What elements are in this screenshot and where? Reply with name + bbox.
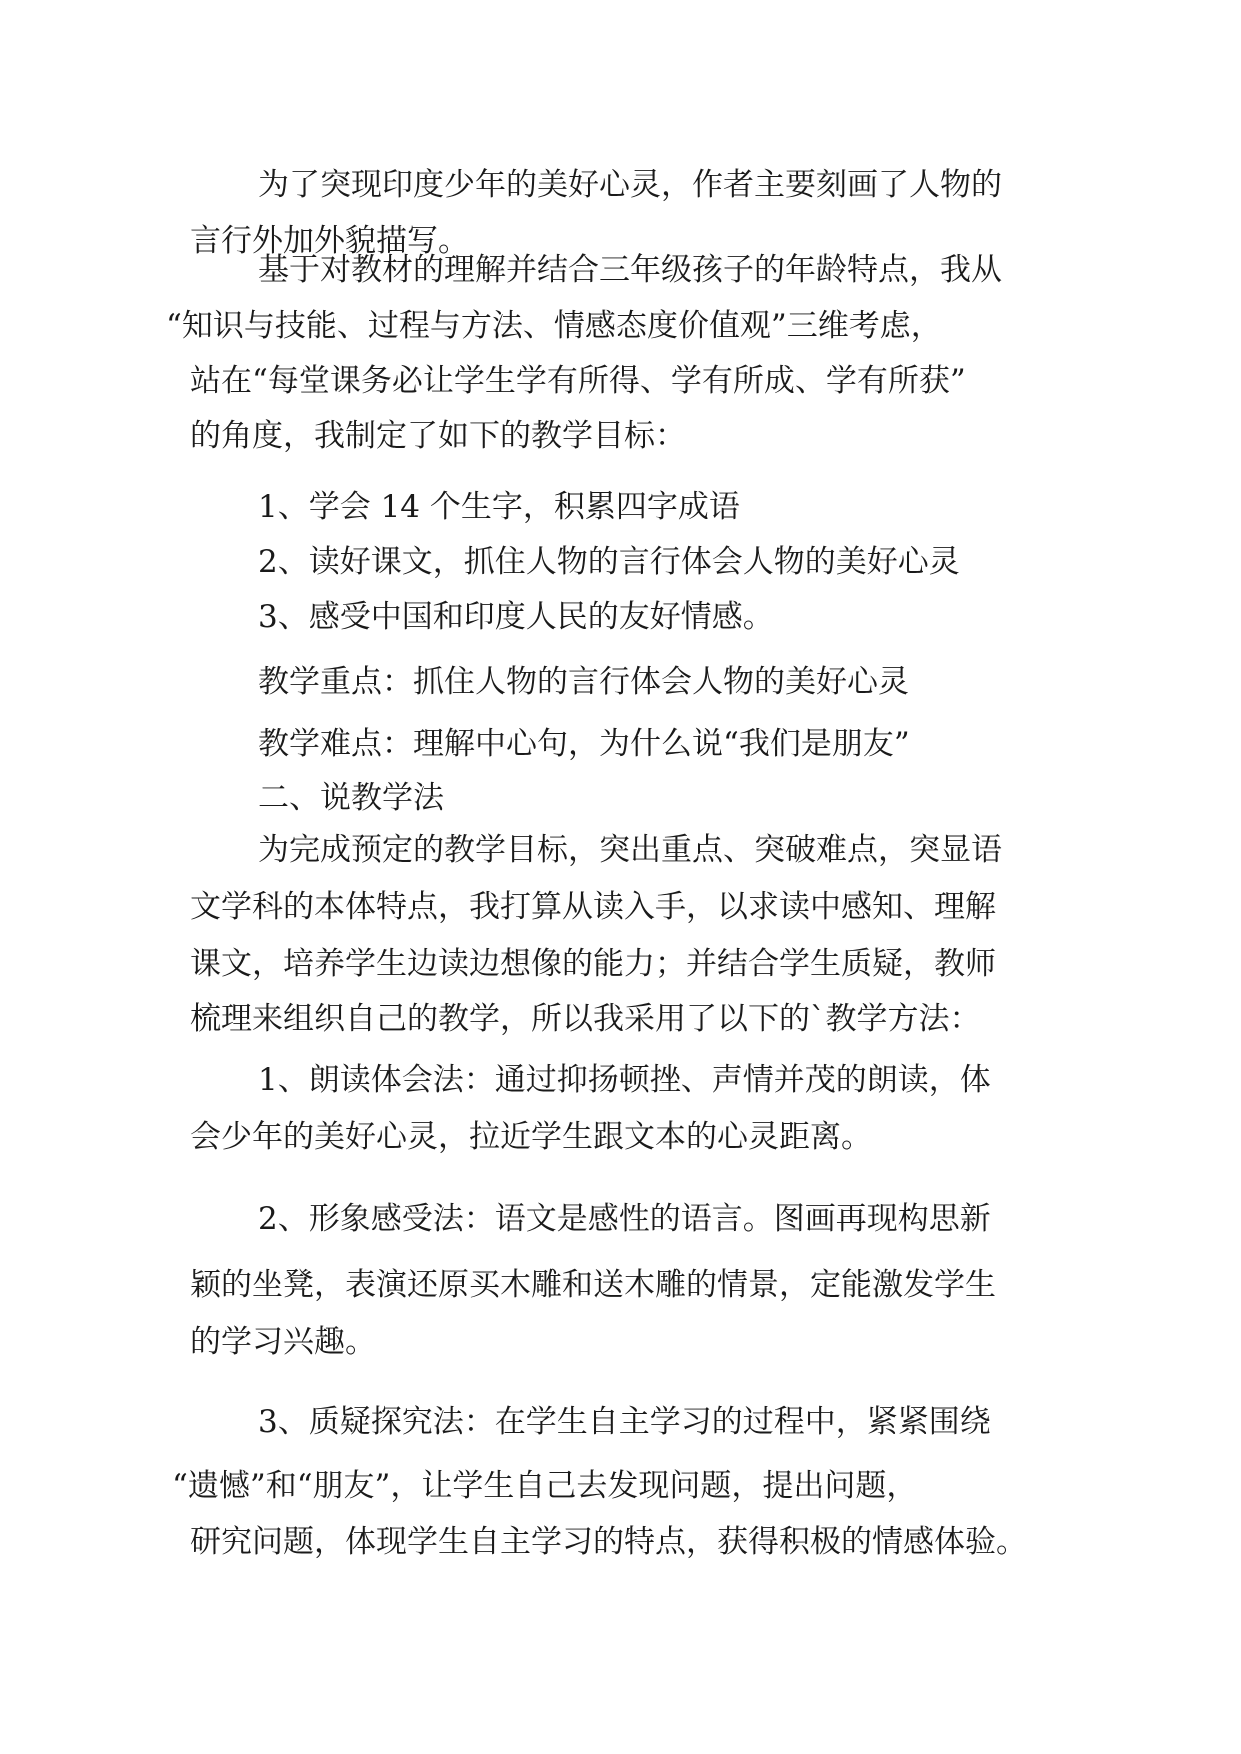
paragraph-line	[0, 155, 1241, 215]
paragraph-line	[0, 652, 1241, 712]
text-line: 教学难点：理解中心句，为什么说“我们是朋友”	[258, 726, 910, 762]
text-line: 课文，培养学生边读边想像的能力；并结合学生质疑，教师	[190, 946, 996, 982]
text-line: “遗憾”和“朋友”，让学生自己去发现问题，提出问题，	[172, 1468, 918, 1504]
paragraph-line	[0, 877, 1241, 937]
text-line: 3、感受中国和印度人民的友好情感。	[258, 599, 774, 635]
text-line: “知识与技能、过程与方法、情感态度价值观”三维考虑，	[166, 308, 942, 344]
text-line: 颖的坐凳，表演还原买木雕和送木雕的情景，定能激发学生	[190, 1267, 996, 1303]
paragraph-line	[0, 406, 1241, 466]
list-item	[0, 477, 1241, 537]
paragraph-line	[0, 1456, 1241, 1516]
text-line: 3、质疑探究法：在学生自主学习的过程中，紧紧围绕	[258, 1404, 991, 1440]
paragraph-line	[0, 934, 1241, 994]
paragraph-line	[0, 1050, 1241, 1110]
text-line: 会少年的美好心灵，拉近学生跟文本的心灵距离。	[190, 1119, 872, 1155]
text-line: 梳理来组织自己的教学，所以我采用了以下的`教学方法：	[190, 1001, 981, 1037]
text-line: 的学习兴趣。	[190, 1324, 376, 1360]
paragraph-line	[0, 296, 1241, 356]
paragraph-line	[0, 989, 1241, 1049]
list-item	[0, 587, 1241, 647]
paragraph-line	[0, 1512, 1241, 1572]
text-line: 1、学会 14 个生字，积累四字成语	[258, 489, 740, 525]
text-line: 的角度，我制定了如下的教学目标：	[190, 418, 686, 454]
text-line: 为了突现印度少年的美好心灵，作者主要刻画了人物的	[258, 167, 1002, 203]
text-line: 站在“每堂课务必让学生学有所得、学有所成、学有所获”	[190, 363, 966, 399]
list-item	[0, 532, 1241, 592]
text-line: 文学科的本体特点，我打算从读入手，以求读中感知、理解	[190, 889, 996, 925]
text-line: 二、说教学法	[258, 780, 444, 816]
paragraph-line	[0, 1107, 1241, 1167]
section-heading	[0, 768, 1241, 828]
paragraph-line	[0, 1392, 1241, 1452]
paragraph-line	[0, 1189, 1241, 1249]
paragraph-line	[0, 714, 1241, 774]
text-line: 研究问题，体现学生自主学习的特点，获得积极的情感体验。	[190, 1524, 1027, 1560]
text-line: 言行外加外貌描写。	[190, 223, 469, 259]
paragraph-line	[0, 351, 1241, 411]
text-line: 1、朗读体会法：通过抑扬顿挫、声情并茂的朗读，体	[258, 1062, 991, 1098]
text-line: 基于对教材的理解并结合三年级孩子的年龄特点，我从	[258, 252, 1002, 288]
paragraph-line	[0, 240, 1241, 300]
paragraph-line	[0, 820, 1241, 880]
paragraph-line	[0, 1255, 1241, 1315]
paragraph-line	[0, 1312, 1241, 1372]
text-line: 教学重点：抓住人物的言行体会人物的美好心灵	[258, 664, 909, 700]
text-line: 为完成预定的教学目标，突出重点、突破难点，突显语	[258, 832, 1002, 868]
text-line: 2、形象感受法：语文是感性的语言。图画再现构思新	[258, 1201, 991, 1237]
text-line: 2、读好课文，抓住人物的言行体会人物的美好心灵	[258, 544, 960, 580]
